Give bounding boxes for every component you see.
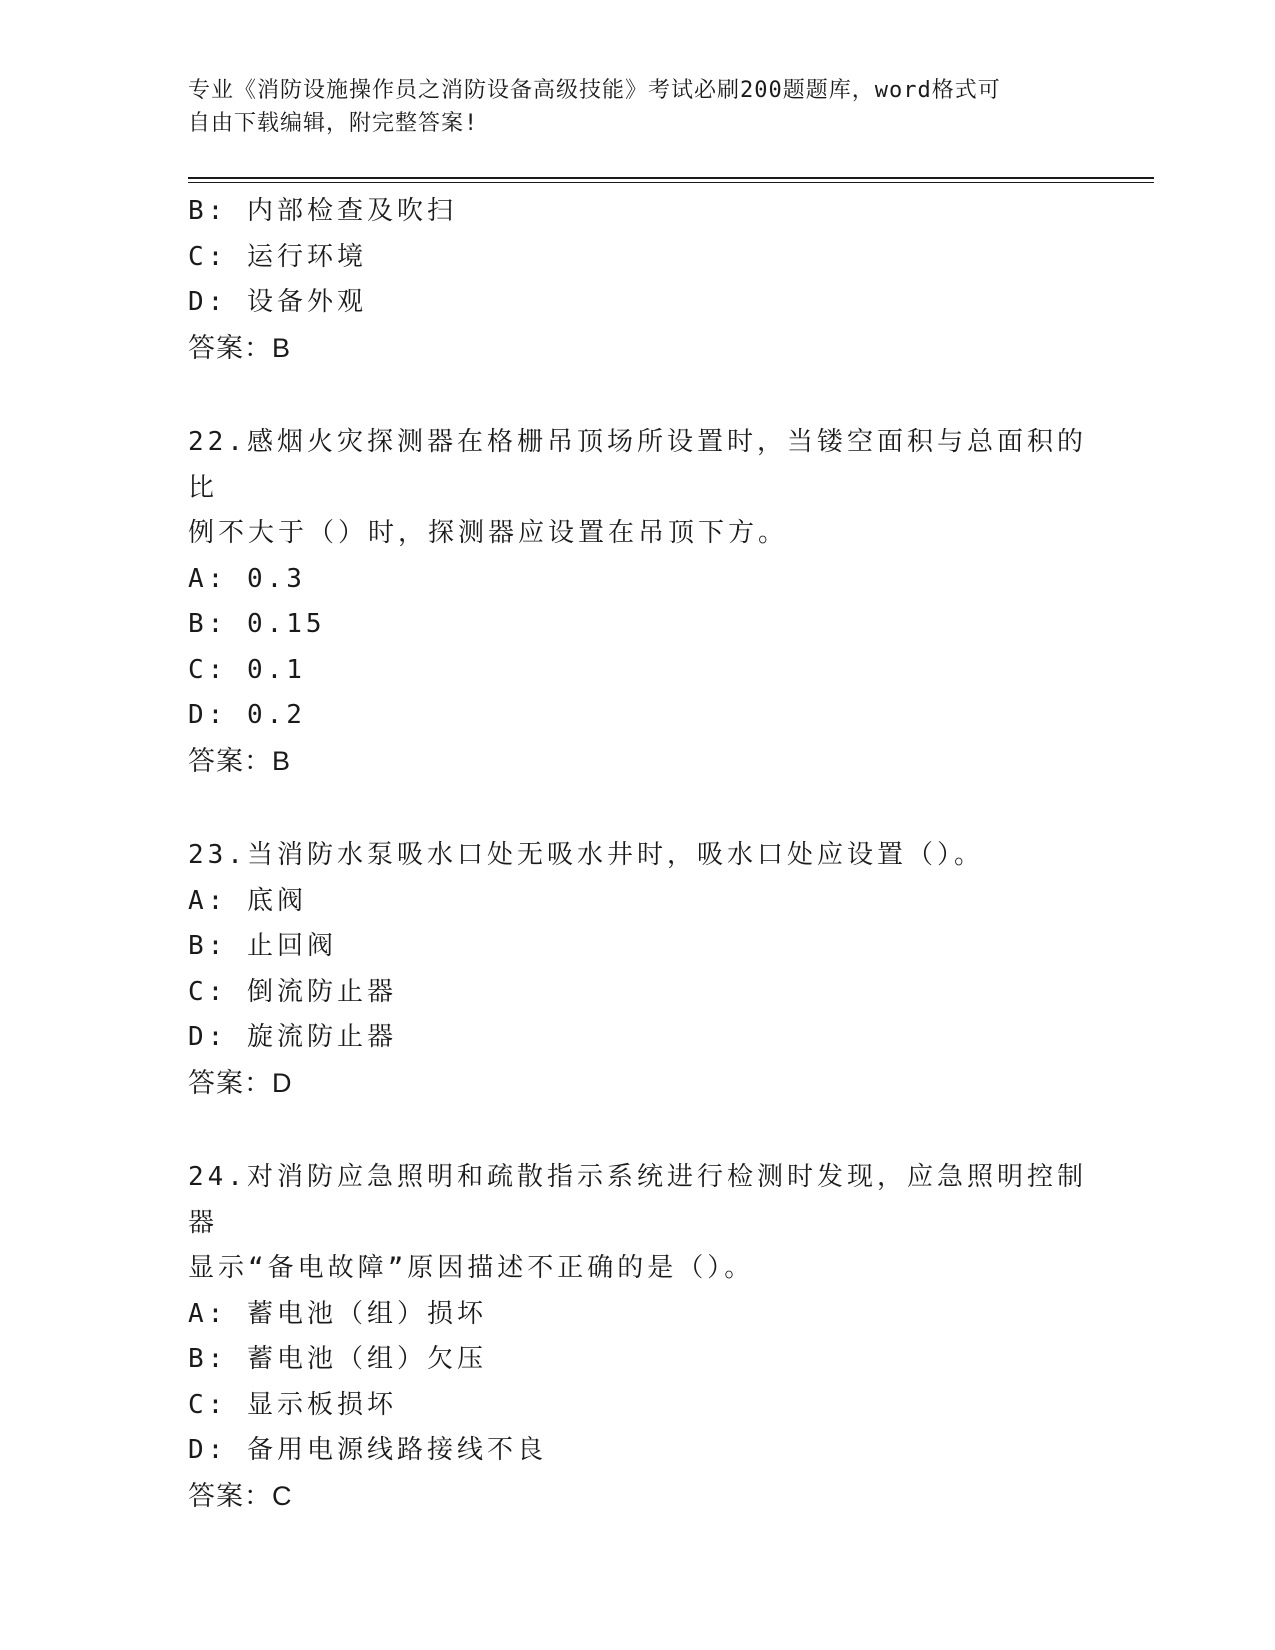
- option-label: B:: [188, 196, 228, 226]
- option-text: 0.1: [246, 654, 306, 685]
- option-label: D:: [188, 1435, 228, 1465]
- answer-line: 答案：D: [188, 1067, 293, 1098]
- answer-line: 答案：C: [188, 1480, 293, 1511]
- option-item: [188, 648, 1088, 694]
- option-text: 内部检查及吹扫: [246, 196, 457, 226]
- option-item: [188, 1337, 1088, 1383]
- question-23: [188, 833, 1088, 1106]
- option-label: B:: [188, 1344, 228, 1374]
- option-text: 显示板损坏: [246, 1389, 397, 1420]
- header-line-1: 专业《消防设施操作员之消防设备高级技能》考试必刷200题题库，word格式可: [188, 78, 1001, 103]
- header-divider-thin: [188, 182, 1154, 183]
- option-item: [188, 879, 1088, 925]
- option-label: B:: [188, 931, 228, 961]
- option-item: [188, 1292, 1088, 1338]
- option-label: B:: [188, 609, 228, 639]
- option-item: [188, 970, 1088, 1016]
- option-item: [188, 189, 1088, 235]
- option-label: C:: [188, 1389, 228, 1420]
- document-header: [188, 74, 1068, 140]
- question-text-line: 24.对消防应急照明和疏散指示系统进行检测时发现，应急照明控制器: [188, 1162, 1087, 1238]
- question-text-line: 显示“备电故障”原因描述不正确的是（）。: [188, 1253, 755, 1283]
- option-label: D:: [188, 1022, 228, 1052]
- option-item: [188, 557, 1088, 603]
- question-text-line: 22.感烟火灾探测器在格栅吊顶场所设置时，当镂空面积与总面积的比: [188, 427, 1087, 503]
- option-item: [188, 235, 1088, 281]
- option-label: C:: [188, 241, 228, 272]
- option-text: 备用电源线路接线不良: [246, 1435, 547, 1465]
- option-item: [188, 1383, 1088, 1429]
- option-text: 旋流防止器: [246, 1022, 397, 1052]
- option-item: [188, 602, 1088, 648]
- option-text: 倒流防止器: [246, 976, 397, 1007]
- option-label: C:: [188, 654, 228, 685]
- question-24: [188, 1155, 1088, 1519]
- option-text: 0.3: [246, 563, 306, 594]
- option-label: D:: [188, 700, 228, 730]
- option-text: 0.15: [246, 609, 326, 639]
- option-item: [188, 924, 1088, 970]
- option-item: [188, 1015, 1088, 1061]
- option-label: D:: [188, 287, 228, 317]
- question-fragment: [188, 189, 1088, 371]
- option-label: A:: [188, 1298, 228, 1329]
- option-item: [188, 280, 1088, 326]
- option-text: 蓄电池（组）欠压: [246, 1344, 487, 1374]
- option-text: 蓄电池（组）损坏: [246, 1298, 487, 1329]
- option-label: A:: [188, 563, 228, 594]
- answer-line: 答案：B: [188, 332, 292, 363]
- option-item: [188, 1428, 1088, 1474]
- answer-line: 答案：B: [188, 745, 292, 776]
- question-text-line: 23.当消防水泵吸水口处无吸水井时，吸水口处应设置（）。: [188, 840, 984, 870]
- question-text-line: 例不大于（）时，探测器应设置在吊顶下方。: [188, 518, 789, 548]
- option-item: [188, 693, 1088, 739]
- option-text: 止回阀: [246, 931, 337, 961]
- option-text: 运行环境: [246, 241, 367, 272]
- header-line-2: 自由下载编辑，附完整答案!: [188, 111, 479, 136]
- option-label: A:: [188, 885, 228, 916]
- option-text: 设备外观: [246, 287, 367, 317]
- header-divider-thick: [188, 177, 1154, 179]
- question-22: [188, 420, 1088, 784]
- option-text: 0.2: [246, 700, 306, 730]
- document-body: [188, 189, 1088, 1519]
- option-text: 底阀: [246, 885, 307, 916]
- option-label: C:: [188, 976, 228, 1007]
